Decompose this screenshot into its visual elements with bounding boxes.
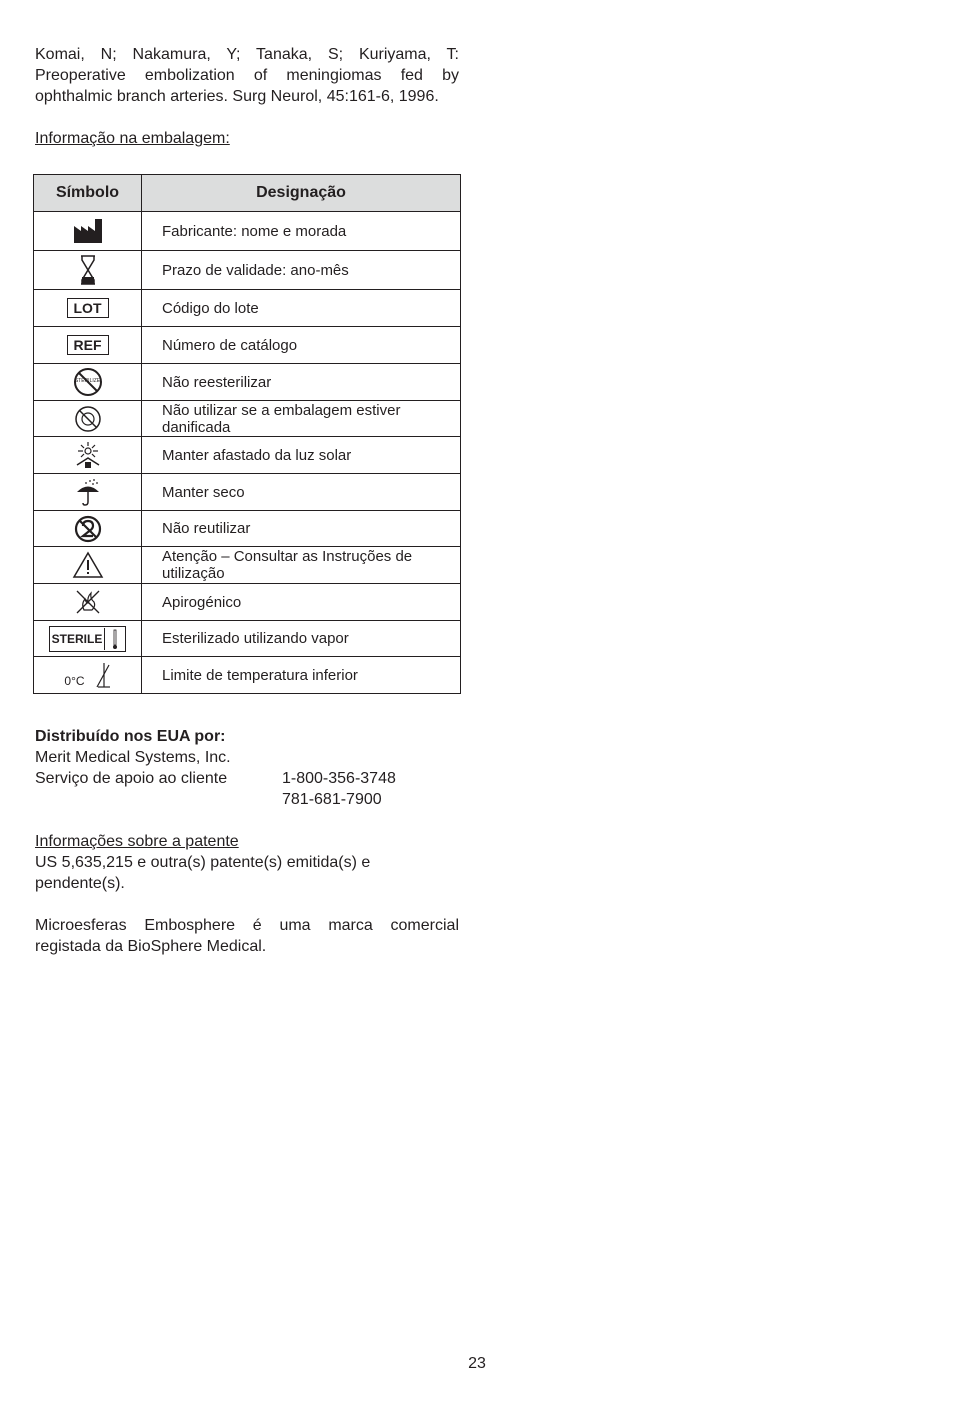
- designation-cell: Apirogénico: [142, 584, 461, 621]
- do-not-use-if-damaged-icon: [34, 401, 142, 437]
- page-number: 23: [468, 1355, 486, 1372]
- table-row: [34, 212, 461, 251]
- distributor-company: Merit Medical Systems, Inc.: [35, 749, 231, 766]
- customer-service-label: Serviço de apoio ao cliente: [35, 770, 228, 787]
- table-row: [34, 364, 461, 401]
- designation-cell: Manter afastado da luz solar: [142, 437, 461, 474]
- designation-cell: Não reutilizar: [142, 511, 461, 547]
- table-row: [34, 401, 461, 437]
- trademark-text: Microesferas Embosphere é uma marca comercial registada da BioSphere Medical.: [35, 917, 459, 955]
- designation-cell: Manter seco: [142, 474, 461, 511]
- patent-heading: Informações sobre a patente: [35, 833, 239, 850]
- designation-cell: Não utilizar se a embalagem estiver danificada: [142, 401, 461, 437]
- symbol-table: [33, 174, 461, 694]
- designation-cell: Limite de temperatura inferior: [142, 657, 461, 694]
- packaging-heading: Informação na embalagem:: [35, 130, 230, 147]
- do-not-resterilize-icon: STERILIZE: [34, 364, 142, 401]
- phone-number-2: 781-681-7900: [282, 791, 382, 808]
- ref-icon: REF: [34, 327, 142, 364]
- distributor-heading: Distribuído nos EUA por:: [35, 728, 226, 745]
- col-symbol-header: Símbolo: [34, 175, 142, 212]
- table-row: [34, 657, 461, 694]
- hourglass-icon: [34, 251, 142, 290]
- non-pyrogenic-icon: [34, 584, 142, 621]
- designation-cell: Não reesterilizar: [142, 364, 461, 401]
- manufacturer-icon: [34, 212, 142, 251]
- document-body: [35, 44, 459, 149]
- distributor-section: [35, 726, 459, 957]
- reference-paragraph: Komai, N; Nakamura, Y; Tanaka, S; Kuriyama, T: Preoperative embolization of meningiomas fed by ophthalmic branch arteries. Surg Neurol, 45:161-6, 1996.: [35, 46, 459, 105]
- caution-icon: [34, 547, 142, 584]
- table-row: [34, 547, 461, 584]
- do-not-reuse-icon: [34, 511, 142, 547]
- table-row: [34, 474, 461, 511]
- lower-temperature-limit-icon: 0°C: [34, 657, 142, 694]
- designation-cell: Prazo de validade: ano-mês: [142, 251, 461, 290]
- sterile-steam-icon: STERILE: [34, 621, 142, 657]
- phone-number-1: 1-800-356-3748: [282, 770, 396, 787]
- table-row: [34, 290, 461, 327]
- patent-text: US 5,635,215 e outra(s) patente(s) emitida(s) e pendente(s).: [35, 854, 371, 892]
- table-row: [34, 511, 461, 547]
- designation-cell: Esterilizado utilizando vapor: [142, 621, 461, 657]
- designation-cell: Código do lote: [142, 290, 461, 327]
- table-row: [34, 327, 461, 364]
- keep-away-from-sunlight-icon: [34, 437, 142, 474]
- table-row: [34, 437, 461, 474]
- table-row: [34, 251, 461, 290]
- designation-cell: Número de catálogo: [142, 327, 461, 364]
- designation-cell: Fabricante: nome e morada: [142, 212, 461, 251]
- table-row: [34, 584, 461, 621]
- col-designation-header: Designação: [142, 175, 461, 212]
- table-row: [34, 621, 461, 657]
- lot-icon: LOT: [34, 290, 142, 327]
- designation-cell: Atenção – Consultar as Instruções de utilização: [142, 547, 461, 584]
- table-header-row: [34, 175, 461, 212]
- keep-dry-icon: [34, 474, 142, 511]
